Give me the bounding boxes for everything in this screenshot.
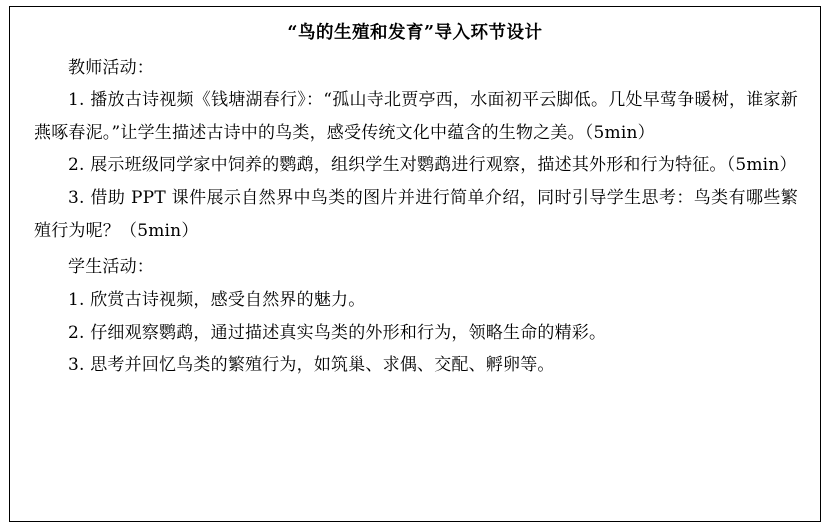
document-body bbox=[10, 52, 820, 382]
page-title: “鸟的生殖和发育”导入环节设计 bbox=[287, 23, 543, 43]
teacher-activity-item-1: 1. 播放古诗视频《钱塘湖春行》：“孤山寺北贾亭西，水面初平云脚低。几处早莺争暖树，谁家新燕啄春泥。”让学生描述古诗中的鸟类，感受传统文化中蕴含的生物之美。（5min） bbox=[34, 90, 798, 143]
student-activity-heading: 学生活动： bbox=[68, 257, 154, 278]
student-activity-item-2: 2. 仔细观察鹦鹉，通过描述真实鸟类的外形和行为，领略生命的精彩。 bbox=[68, 322, 607, 343]
teacher-activity-item-2: 2. 展示班级同学家中饲养的鹦鹉，组织学生对鹦鹉进行观察，描述其外形和行为特征。（5min） bbox=[68, 155, 797, 176]
teacher-activity-item-3: 3. 借助 PPT 课件展示自然界中鸟类的图片并进行简单介绍，同时引导学生思考：鸟类有哪些繁殖行为呢？（5min） bbox=[34, 188, 798, 241]
teacher-activity-heading: 教师活动： bbox=[68, 57, 154, 78]
student-activity-item-1: 1. 欣赏古诗视频，感受自然界的魅力。 bbox=[68, 289, 366, 310]
document-frame bbox=[9, 6, 821, 522]
student-activity-item-3: 3. 思考并回忆鸟类的繁殖行为，如筑巢、求偶、交配、孵卵等。 bbox=[68, 355, 555, 376]
